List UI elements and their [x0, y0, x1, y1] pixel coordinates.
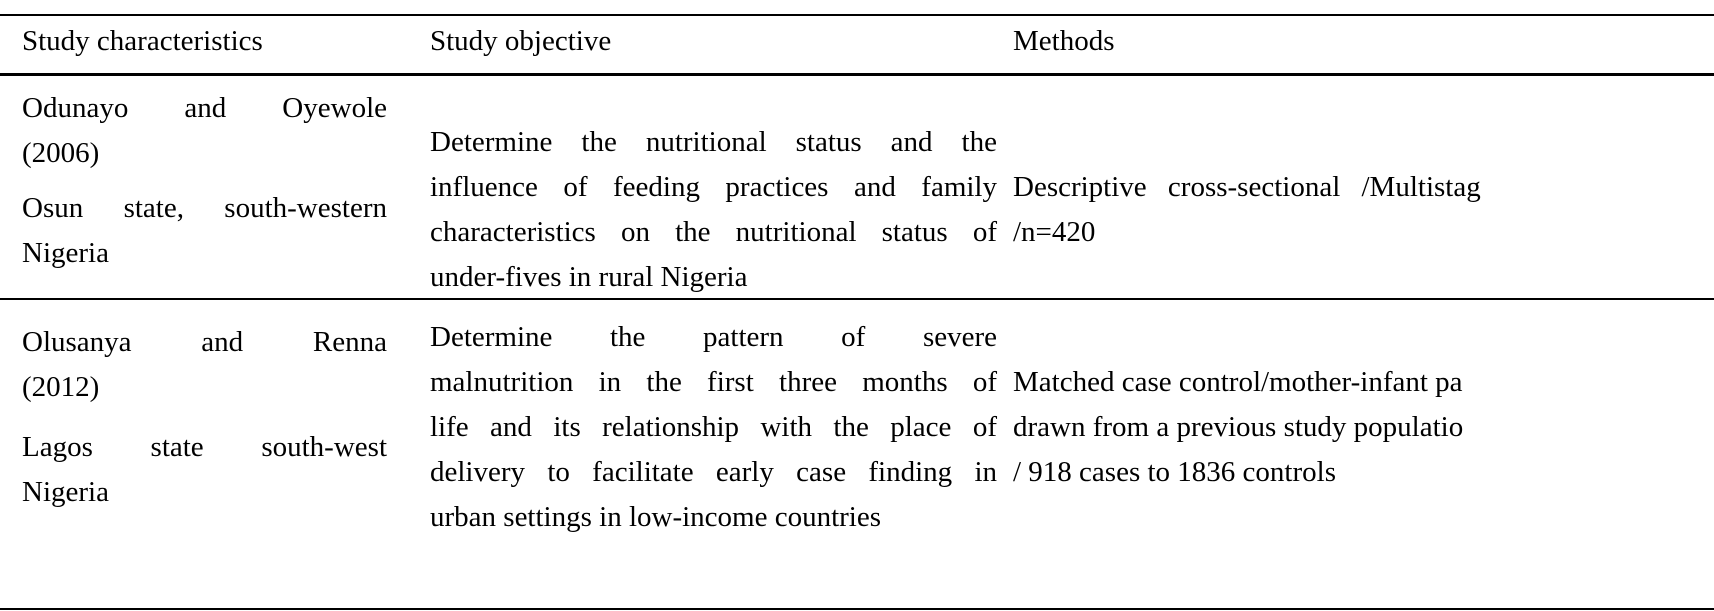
- objective-line: under-fives in rural Nigeria: [430, 261, 748, 293]
- objective-line: malnutrition in the first three months of: [430, 366, 997, 398]
- methods-cell: [1013, 360, 1714, 495]
- citation-line: Odunayo and Oyewole: [22, 92, 387, 124]
- methods-line: / 918 cases to 1836 controls: [1013, 456, 1336, 488]
- location-line: Nigeria: [22, 476, 109, 508]
- objective-line: Determine the nutritional status and the: [430, 126, 997, 158]
- study-characteristics-cell: [22, 86, 387, 276]
- objective-line: Determine the pattern of severe: [430, 321, 997, 353]
- location-line: Osun state, south-western: [22, 192, 387, 224]
- methods-line: drawn from a previous study populatio: [1013, 411, 1464, 443]
- citation-line: (2012): [22, 371, 100, 403]
- objective-line: influence of feeding practices and family: [430, 171, 997, 203]
- study-characteristics-cell: [22, 320, 387, 515]
- location-line: Lagos state south-west: [22, 431, 387, 463]
- citation-line: (2006): [22, 137, 100, 169]
- objective-line: delivery to facilitate early case finding in: [430, 456, 997, 488]
- objective-line: urban settings in low-income countries: [430, 501, 882, 533]
- citation-line: Olusanya and Renna: [22, 326, 387, 358]
- header-bottom-rule: [0, 73, 1714, 76]
- table-top-rule: [0, 14, 1714, 16]
- location-line: Nigeria: [22, 237, 109, 269]
- table-bottom-rule: [0, 608, 1714, 610]
- header-study-objective: Study objective: [430, 25, 612, 57]
- methods-line: Descriptive cross-sectional /Multistag: [1013, 171, 1481, 203]
- study-objective-cell: [430, 315, 997, 540]
- methods-line: Matched case control/mother-infant pa: [1013, 366, 1463, 398]
- methods-line: /n=420: [1013, 216, 1096, 248]
- study-objective-cell: [430, 120, 997, 300]
- header-study-characteristics: Study characteristics: [22, 25, 263, 57]
- objective-line: life and its relationship with the place of: [430, 411, 997, 443]
- header-methods: Methods: [1013, 25, 1115, 57]
- methods-cell: [1013, 165, 1714, 255]
- objective-line: characteristics on the nutritional status of: [430, 216, 997, 248]
